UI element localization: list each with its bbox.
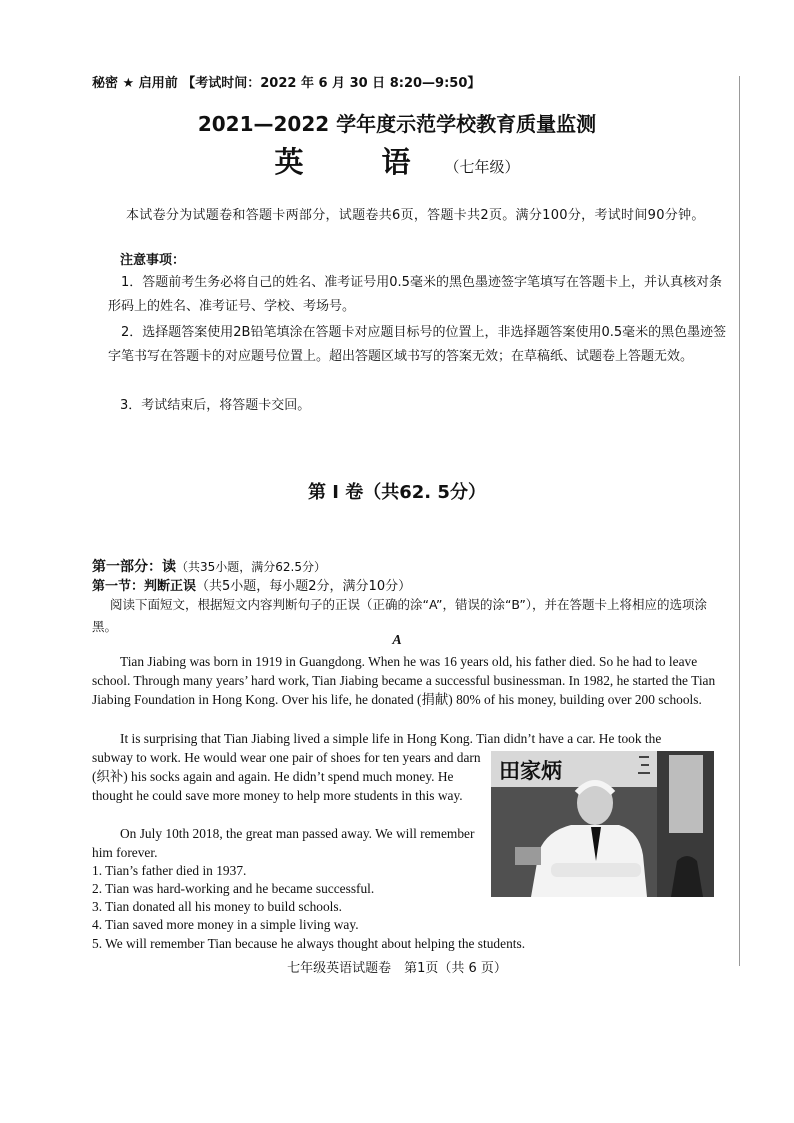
tian-jiabing-photo xyxy=(491,751,714,897)
volume-title: 第 Ⅰ 卷（共62. 5分） xyxy=(308,482,486,503)
notice-item: 3．考试结束后，将答题卡交回。 xyxy=(120,398,311,413)
exam-title: 2021—2022 学年度示范学校教育质量监测 xyxy=(197,112,597,136)
notice-heading: 注意事项： xyxy=(120,253,186,268)
passage-paragraph: It is surprising that Tian Jiabing lived a simple life in Hong Kong. Tian didn’t have a car. He took the xyxy=(120,731,662,746)
exam-intro: 本试卷分为试题卷和答题卡两部分，试题卷共6页，答题卡共2页。满分100分，考试时间90分钟。 xyxy=(126,208,705,223)
section-label: 第一节：判断正误 xyxy=(92,579,197,594)
subject-title xyxy=(0,140,794,181)
section-instruction: 阅读下面短文，根据短文内容判断句子的正误（正确的涂“A”，错误的涂“B”），并在答题卡上将相应的选项涂黑。 xyxy=(92,597,708,634)
passage-paragraph: subway to work. He would wear one pair of shoes for ten years and darn (织补) his socks again and again. He didn’t spend much money. He thought he could save more money to help more students in this way. xyxy=(92,750,481,803)
part-label: 第一部分：读 xyxy=(92,559,176,575)
notice-item: 1．答题前考生务必将自己的姓名、准考证号用0.5毫米的黑色墨迹签字笔填写在答题卡上，并认真核对条形码上的姓名、准考证号、学校、考场号。 xyxy=(108,275,722,314)
part-note: （共35小题，满分62.5分） xyxy=(176,560,326,574)
question-item: 3. Tian donated all his money to build schools. xyxy=(92,899,342,914)
binding-margin-line xyxy=(739,76,740,966)
section-heading xyxy=(92,575,411,594)
section-note: （共5小题，每小题2分，满分10分） xyxy=(196,579,412,594)
confidential-exam-time-line: 秘密 ★ 启用前 【考试时间：2022 年 6 月 30 日 8:20—9:50】 xyxy=(92,76,481,91)
passage-label: A xyxy=(392,633,402,648)
part-heading xyxy=(92,556,326,576)
question-item: 4. Tian saved more money in a simple living way. xyxy=(92,917,359,932)
subject-name: 英 语 xyxy=(274,145,445,179)
question-item: 5. We will remember Tian because he always thought about helping the students. xyxy=(92,936,526,951)
question-item: 1. Tian’s father died in 1937. xyxy=(92,863,247,878)
photo-sign-text: 田家炳 xyxy=(499,759,562,783)
grade-label: （七年级） xyxy=(444,158,520,176)
passage-paragraph: On July 10th 2018, the great man passed away. We will remember him forever. xyxy=(92,826,475,860)
notice-item: 2．选择题答案使用2B铅笔填涂在答题卡对应题目标号的位置上，非选择题答案使用0.5毫米的黑色墨迹签字笔书写在答题卡的对应题号位置上。超出答题区域书写的答案无效；在草稿纸、试题卷上答题无效。 xyxy=(108,325,727,364)
question-item: 2. Tian was hard-working and he became successful. xyxy=(92,881,375,896)
passage-paragraph: Tian Jiabing was born in 1919 in Guangdong. When he was 16 years old, his father died. So he had to leave school. Through many years’ hard work, Tian Jiabing became a successful businessman. In 1982, he started the Tian Jiabing Foundation in Hong Kong. Over his life, he donated (捐献) 80% of his money, building over 200 schools. xyxy=(92,654,716,707)
page-footer: 七年级英语试题卷 第1页（共 6 页） xyxy=(287,961,507,976)
